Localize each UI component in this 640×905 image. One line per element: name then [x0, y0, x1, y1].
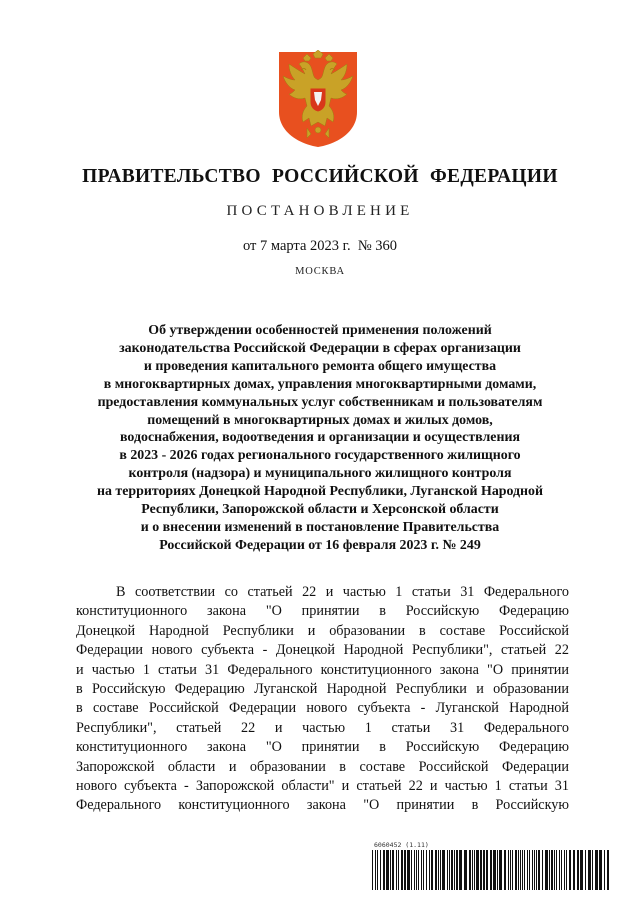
- body-line: в составе Российской Федерации нового субъекта - Луганской Народной: [76, 700, 569, 717]
- document-type: ПОСТАНОВЛЕНИЕ: [226, 203, 414, 219]
- subject-line: на территориях Донецкой Народной Республики, Луганской Народной: [96, 484, 544, 500]
- subject-line: законодательства Российской Федерации в сферах организации: [119, 340, 521, 356]
- body-line: Федерального конституционного закона "О принятии в Российскую: [76, 797, 569, 814]
- subject-line: помещений в многоквартирных домах и жилых домов,: [147, 412, 493, 428]
- body-line: и частью 1 статьи 31 Федерального конституционного закона "О принятии: [76, 661, 569, 678]
- subject-line: Об утверждении особенностей применения положений: [148, 323, 492, 338]
- document-city: МОСКВА: [295, 266, 345, 277]
- body-line: в Российскую Федерацию Луганской Народной Республики и образовании: [76, 681, 569, 698]
- subject-line: в 2023 - 2026 годах регионального государственного жилищного: [119, 448, 521, 464]
- subject-line: в многоквартирных домах, управления многоквартирными домами,: [103, 376, 537, 392]
- subject-line: и проведения капитального ремонта общего имущества: [143, 358, 497, 374]
- body-line: Запорожской области и образовании в составе Российской Федерации: [76, 758, 569, 775]
- government-title: ПРАВИТЕЛЬСТВО РОССИЙСКОЙ ФЕДЕРАЦИИ: [82, 166, 558, 187]
- barcode: [370, 841, 612, 893]
- body-line: Федерации нового субъекта - Донецкой Народной Республики", статьей 22: [76, 642, 569, 659]
- body-line: конституционного закона "О принятии в Российскую Федерацию: [76, 603, 569, 620]
- subject-line: предоставления коммунальных услуг собственникам и пользователям: [97, 394, 543, 410]
- russian-coat-of-arms-icon: [277, 50, 359, 148]
- subject-line: контроля (надзора) и муниципального жилищного контроля: [128, 466, 512, 482]
- document-date-number: от 7 марта 2023 г. № 360: [242, 238, 398, 254]
- document-subject-title: [40, 322, 600, 555]
- subject-line: водоснабжения, водоотведения и организации и осуществления: [120, 430, 520, 446]
- barcode-label: 6060452 (1.11): [374, 841, 429, 849]
- subject-line: и о внесении изменений в постановление Правительства: [140, 519, 500, 535]
- body-line: Донецкой Народной Республики и образовании в составе Российской: [76, 622, 569, 639]
- body-line: конституционного закона "О принятии в Российскую Федерацию: [76, 739, 569, 756]
- body-line: В соответствии со статьей 22 и частью 1 статьи 31 Федерального: [116, 584, 569, 600]
- subject-line: Республики, Запорожской области и Херсонской области: [141, 502, 499, 518]
- body-line: нового субъекта - Запорожской области" и статьей 22 и частью 1 статьи 31: [76, 778, 569, 795]
- document-body-paragraph: [76, 583, 569, 816]
- subject-line: Российской Федерации от 16 февраля 2023 г. № 249: [159, 537, 481, 553]
- barcode-icon: [370, 850, 612, 892]
- body-line: Республики", статьей 22 и частью 1 статьи 31 Федерального: [76, 719, 569, 736]
